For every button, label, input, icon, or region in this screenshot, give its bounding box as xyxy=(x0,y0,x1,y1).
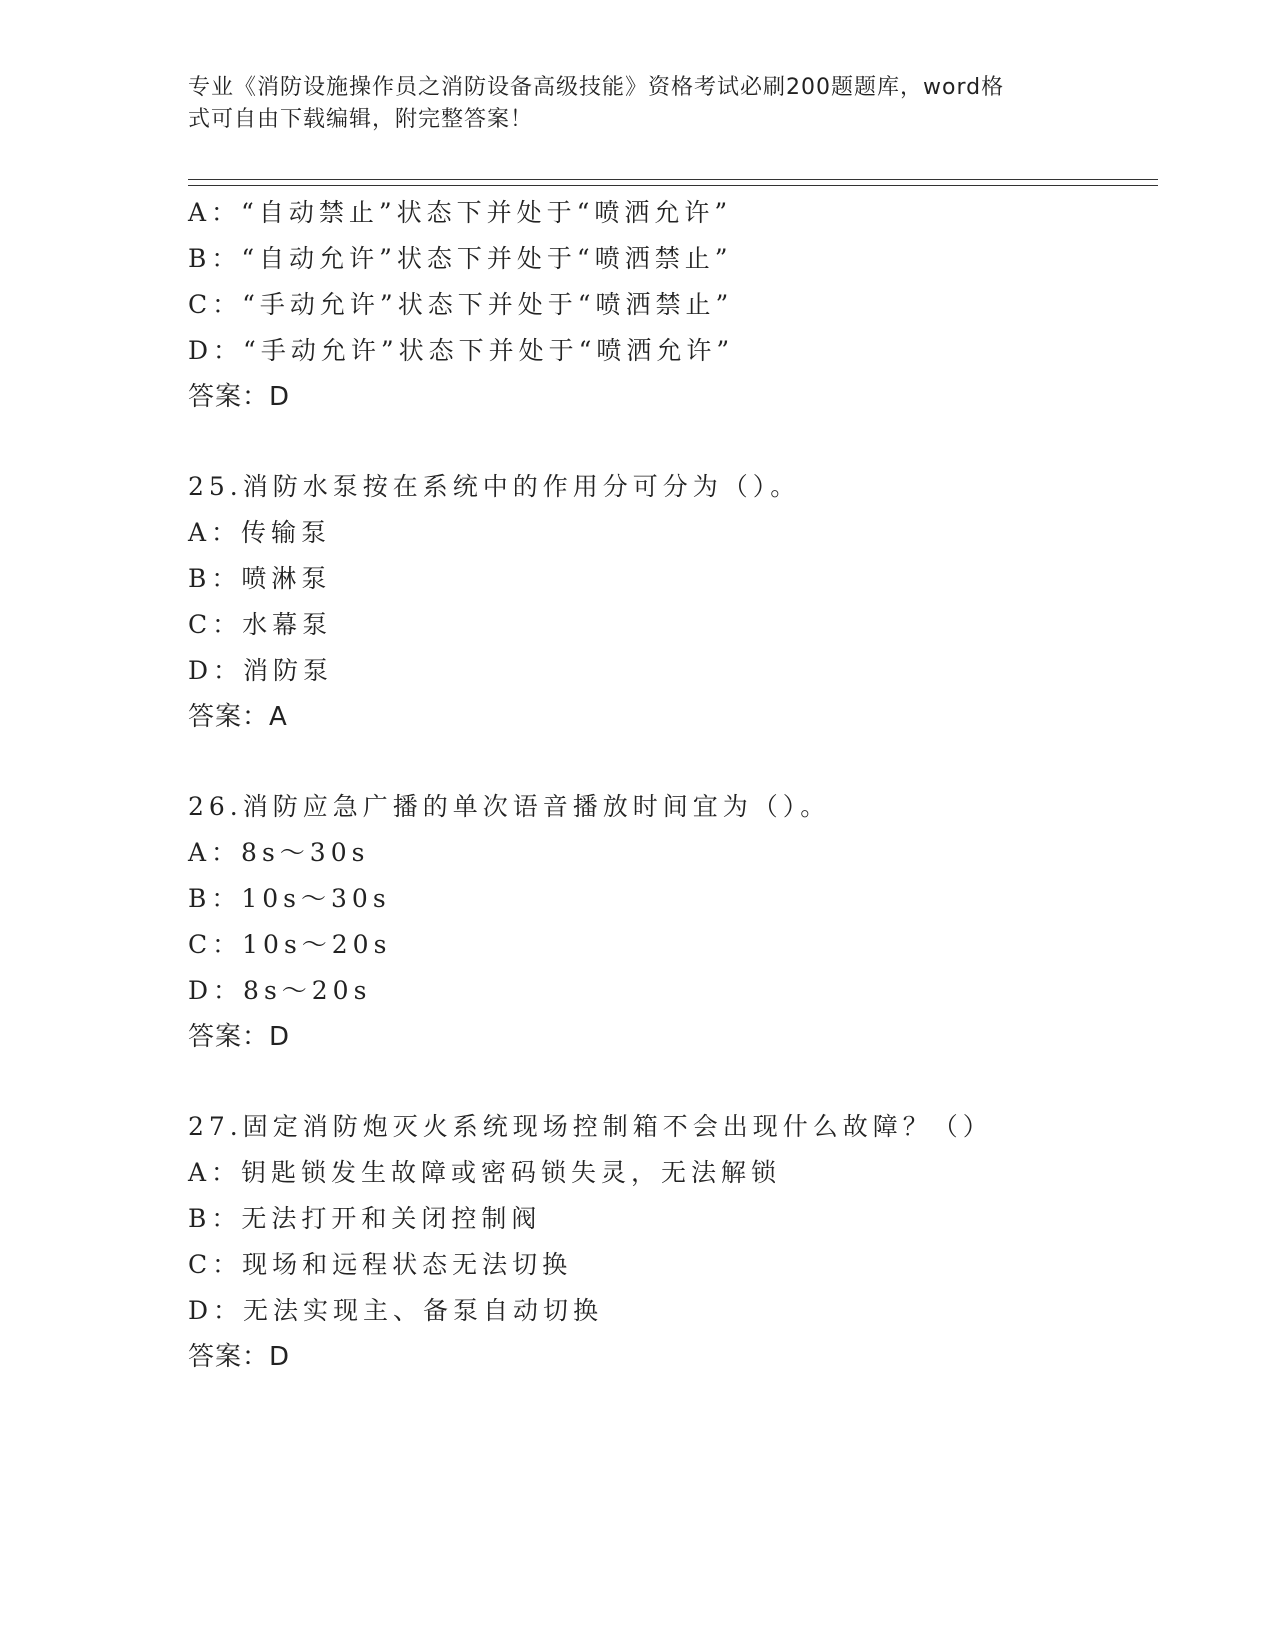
option-b: B：10s～30s xyxy=(188,884,391,913)
option-d: D：8s～20s xyxy=(188,976,372,1005)
question-25 xyxy=(188,464,1158,740)
header-rule-bottom xyxy=(188,185,1158,186)
option-a: A：钥匙锁发生故障或密码锁失灵，无法解锁 xyxy=(188,1158,782,1187)
question-stem: 27.固定消防炮灭火系统现场控制箱不会出现什么故障？（） xyxy=(188,1112,993,1141)
question-26 xyxy=(188,784,1158,1060)
document-header xyxy=(188,72,1088,136)
question-list xyxy=(188,190,1158,1380)
header-rule-top xyxy=(188,179,1158,180)
option-a: A：“自动禁止”状态下并处于“喷洒允许” xyxy=(188,198,733,227)
option-b: B：无法打开和关闭控制阀 xyxy=(188,1204,542,1233)
option-c: C：现场和远程状态无法切换 xyxy=(188,1250,573,1279)
option-d: D：无法实现主、备泵自动切换 xyxy=(188,1296,604,1325)
answer-line: 答案：D xyxy=(188,1022,291,1052)
answer-line: 答案：D xyxy=(188,1342,291,1372)
option-d: D：“手动允许”状态下并处于“喷洒允许” xyxy=(188,336,735,365)
option-a: A：8s～30s xyxy=(188,838,370,867)
header-line-2: 式可自由下载编辑，附完整答案！ xyxy=(188,107,534,132)
option-b: B：“自动允许”状态下并处于“喷洒禁止” xyxy=(188,244,733,273)
option-c: C：“手动允许”状态下并处于“喷洒禁止” xyxy=(188,290,734,319)
question-stem: 25.消防水泵按在系统中的作用分可分为（）。 xyxy=(188,472,801,501)
question-24-continued xyxy=(188,190,1158,420)
option-a: A：传输泵 xyxy=(188,518,332,547)
option-c: C：水幕泵 xyxy=(188,610,333,639)
answer-line: 答案：D xyxy=(188,382,291,412)
question-27 xyxy=(188,1104,1158,1380)
option-d: D：消防泵 xyxy=(188,656,334,685)
header-line-1: 专业《消防设施操作员之消防设备高级技能》资格考试必刷200题题库，word格 xyxy=(188,75,1005,100)
option-c: C：10s～20s xyxy=(188,930,392,959)
question-stem: 26.消防应急广播的单次语音播放时间宜为（）。 xyxy=(188,792,831,821)
answer-line: 答案：A xyxy=(188,702,288,732)
option-b: B：喷淋泵 xyxy=(188,564,332,593)
